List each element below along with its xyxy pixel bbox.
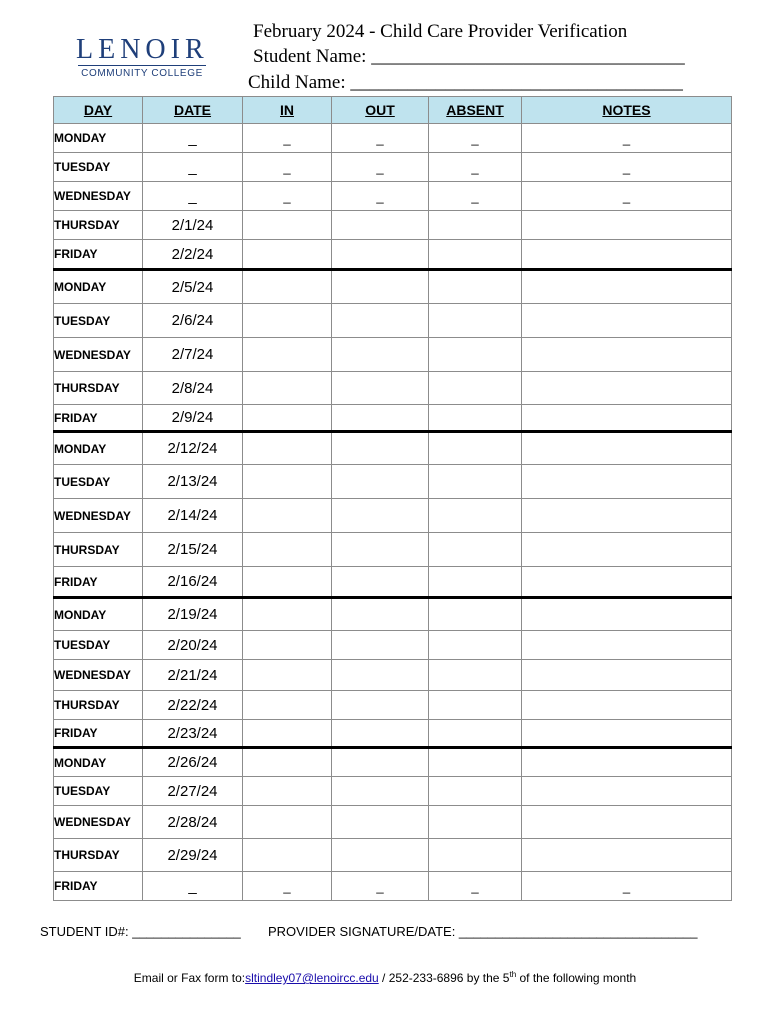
table-row xyxy=(54,660,732,691)
cell-day: THURSDAY xyxy=(54,372,143,405)
cell-absent[interactable] xyxy=(429,720,522,748)
fax-and-deadline: / 252-233-6896 by the 5 xyxy=(378,971,510,985)
cell-notes[interactable] xyxy=(522,211,732,240)
cell-day: WEDNESDAY xyxy=(54,182,143,211)
cell-day: THURSDAY xyxy=(54,211,143,240)
cell-in[interactable] xyxy=(243,691,332,720)
cell-in[interactable] xyxy=(243,631,332,660)
cell-day: TUESDAY xyxy=(54,153,143,182)
cell-date: 2/16/24 xyxy=(143,567,243,598)
cell-notes[interactable] xyxy=(522,499,732,533)
cell-out[interactable]: _ xyxy=(332,182,429,211)
cell-absent[interactable] xyxy=(429,270,522,304)
cell-in[interactable] xyxy=(243,598,332,631)
table-row xyxy=(54,806,732,839)
cell-in[interactable]: _ xyxy=(243,872,332,901)
table-row xyxy=(54,182,732,211)
cell-day: WEDNESDAY xyxy=(54,338,143,372)
cell-date: _ xyxy=(143,872,243,901)
cell-date: 2/1/24 xyxy=(143,211,243,240)
cell-absent[interactable] xyxy=(429,432,522,465)
cell-notes[interactable] xyxy=(522,806,732,839)
cell-date: 2/2/24 xyxy=(143,240,243,270)
cell-out[interactable] xyxy=(332,691,429,720)
cell-day: WEDNESDAY xyxy=(54,499,143,533)
table-row xyxy=(54,748,732,777)
cell-date: 2/28/24 xyxy=(143,806,243,839)
cell-absent[interactable] xyxy=(429,691,522,720)
cell-date: _ xyxy=(143,153,243,182)
form-title: February 2024 - Child Care Provider Verification xyxy=(253,21,628,42)
cell-absent[interactable] xyxy=(429,211,522,240)
cell-day: MONDAY xyxy=(54,748,143,777)
cell-in[interactable]: _ xyxy=(243,153,332,182)
cell-day: MONDAY xyxy=(54,124,143,153)
table-row xyxy=(54,465,732,499)
cell-date: 2/20/24 xyxy=(143,631,243,660)
cell-out[interactable] xyxy=(332,533,429,567)
cell-date: 2/5/24 xyxy=(143,270,243,304)
deadline-end: of the following month xyxy=(516,971,637,985)
cell-notes[interactable]: _ xyxy=(522,124,732,153)
cell-out[interactable] xyxy=(332,338,429,372)
table-row xyxy=(54,777,732,806)
cell-notes[interactable]: _ xyxy=(522,153,732,182)
cell-in[interactable] xyxy=(243,240,332,270)
cell-in[interactable] xyxy=(243,748,332,777)
table-row xyxy=(54,153,732,182)
cell-absent[interactable] xyxy=(429,533,522,567)
cell-in[interactable] xyxy=(243,270,332,304)
col-header-date: DATE xyxy=(143,97,243,124)
cell-day: MONDAY xyxy=(54,270,143,304)
cell-in[interactable] xyxy=(243,720,332,748)
cell-out[interactable]: _ xyxy=(332,872,429,901)
cell-notes[interactable] xyxy=(522,720,732,748)
cell-date: 2/6/24 xyxy=(143,304,243,338)
table-row xyxy=(54,124,732,153)
cell-in[interactable] xyxy=(243,839,332,872)
cell-out[interactable]: _ xyxy=(332,124,429,153)
cell-date: 2/22/24 xyxy=(143,691,243,720)
email-link[interactable]: sltindley07@lenoircc.edu xyxy=(245,971,379,985)
col-header-notes: NOTES xyxy=(522,97,732,124)
cell-day: FRIDAY xyxy=(54,720,143,748)
cell-in[interactable] xyxy=(243,304,332,338)
cell-notes[interactable] xyxy=(522,777,732,806)
cell-out[interactable] xyxy=(332,631,429,660)
cell-notes[interactable]: _ xyxy=(522,872,732,901)
cell-day: WEDNESDAY xyxy=(54,660,143,691)
cell-absent[interactable] xyxy=(429,660,522,691)
college-logo xyxy=(76,34,208,84)
cell-date: 2/27/24 xyxy=(143,777,243,806)
cell-absent[interactable]: _ xyxy=(429,153,522,182)
table-row xyxy=(54,499,732,533)
cell-absent[interactable]: _ xyxy=(429,872,522,901)
cell-absent[interactable] xyxy=(429,839,522,872)
cell-date: 2/29/24 xyxy=(143,839,243,872)
cell-absent[interactable] xyxy=(429,240,522,270)
cell-day: TUESDAY xyxy=(54,304,143,338)
cell-notes[interactable] xyxy=(522,432,732,465)
cell-in[interactable] xyxy=(243,806,332,839)
cell-absent[interactable]: _ xyxy=(429,124,522,153)
cell-out[interactable] xyxy=(332,777,429,806)
cell-date: 2/7/24 xyxy=(143,338,243,372)
cell-notes[interactable] xyxy=(522,338,732,372)
cell-in[interactable] xyxy=(243,405,332,432)
cell-day: TUESDAY xyxy=(54,631,143,660)
cell-absent[interactable] xyxy=(429,598,522,631)
cell-date: 2/23/24 xyxy=(143,720,243,748)
cell-out[interactable] xyxy=(332,660,429,691)
cell-date: 2/19/24 xyxy=(143,598,243,631)
cell-in[interactable] xyxy=(243,533,332,567)
table-row xyxy=(54,240,732,270)
table-row xyxy=(54,691,732,720)
cell-in[interactable] xyxy=(243,338,332,372)
logo-subtitle: COMMUNITY COLLEGE xyxy=(81,68,203,79)
cell-in[interactable]: _ xyxy=(243,124,332,153)
cell-absent[interactable]: _ xyxy=(429,182,522,211)
cell-notes[interactable] xyxy=(522,598,732,631)
cell-absent[interactable] xyxy=(429,405,522,432)
table-row xyxy=(54,720,732,748)
cell-notes[interactable] xyxy=(522,465,732,499)
cell-date: 2/14/24 xyxy=(143,499,243,533)
col-header-day: DAY xyxy=(54,97,143,124)
cell-absent[interactable] xyxy=(429,304,522,338)
cell-out[interactable] xyxy=(332,405,429,432)
cell-notes[interactable] xyxy=(522,372,732,405)
cell-out[interactable] xyxy=(332,567,429,598)
cell-out[interactable] xyxy=(332,806,429,839)
cell-out[interactable] xyxy=(332,372,429,405)
cell-notes[interactable] xyxy=(522,631,732,660)
cell-notes[interactable]: _ xyxy=(522,182,732,211)
cell-out[interactable] xyxy=(332,720,429,748)
cell-day: TUESDAY xyxy=(54,465,143,499)
cell-notes[interactable] xyxy=(522,405,732,432)
cell-out[interactable] xyxy=(332,748,429,777)
table-row xyxy=(54,304,732,338)
cell-out[interactable] xyxy=(332,432,429,465)
cell-notes[interactable] xyxy=(522,270,732,304)
cell-absent[interactable] xyxy=(429,777,522,806)
cell-out[interactable] xyxy=(332,598,429,631)
cell-date: _ xyxy=(143,124,243,153)
student-name-field[interactable]: Student Name: _________________________________ xyxy=(253,46,685,67)
table-row xyxy=(54,567,732,598)
table-row xyxy=(54,533,732,567)
table-row xyxy=(54,839,732,872)
table-row xyxy=(54,598,732,631)
attendance-table xyxy=(53,96,732,901)
table-row xyxy=(54,338,732,372)
cell-absent[interactable] xyxy=(429,499,522,533)
cell-in[interactable] xyxy=(243,567,332,598)
cell-out[interactable]: _ xyxy=(332,153,429,182)
provider-signature-field[interactable]: PROVIDER SIGNATURE/DATE: _________________________________ xyxy=(268,924,698,939)
cell-date: 2/13/24 xyxy=(143,465,243,499)
cell-notes[interactable] xyxy=(522,567,732,598)
cell-absent[interactable] xyxy=(429,631,522,660)
table-row xyxy=(54,211,732,240)
cell-day: FRIDAY xyxy=(54,567,143,598)
cell-day: WEDNESDAY xyxy=(54,806,143,839)
cell-in[interactable]: _ xyxy=(243,182,332,211)
cell-date: _ xyxy=(143,182,243,211)
cell-out[interactable] xyxy=(332,270,429,304)
cell-in[interactable] xyxy=(243,777,332,806)
cell-out[interactable] xyxy=(332,304,429,338)
cell-absent[interactable] xyxy=(429,338,522,372)
cell-out[interactable] xyxy=(332,499,429,533)
col-header-in: IN xyxy=(243,97,332,124)
student-id-field[interactable]: STUDENT ID#: _______________ xyxy=(40,924,241,939)
cell-absent[interactable] xyxy=(429,806,522,839)
col-header-out: OUT xyxy=(332,97,429,124)
cell-day: FRIDAY xyxy=(54,872,143,901)
cell-out[interactable] xyxy=(332,839,429,872)
cell-notes[interactable] xyxy=(522,691,732,720)
cell-out[interactable] xyxy=(332,240,429,270)
cell-day: MONDAY xyxy=(54,598,143,631)
cell-day: THURSDAY xyxy=(54,839,143,872)
cell-date: 2/12/24 xyxy=(143,432,243,465)
logo-name: LENOIR xyxy=(76,34,209,65)
email-prefix: Email or Fax form to: xyxy=(133,971,246,985)
cell-out[interactable] xyxy=(332,465,429,499)
table-row xyxy=(54,872,732,901)
cell-day: MONDAY xyxy=(54,432,143,465)
cell-date: 2/8/24 xyxy=(143,372,243,405)
cell-day: THURSDAY xyxy=(54,691,143,720)
cell-notes[interactable] xyxy=(522,748,732,777)
cell-in[interactable] xyxy=(243,372,332,405)
submission-instructions xyxy=(0,970,770,985)
cell-in[interactable] xyxy=(243,660,332,691)
cell-day: TUESDAY xyxy=(54,777,143,806)
cell-in[interactable] xyxy=(243,465,332,499)
table-row xyxy=(54,631,732,660)
logo-rule xyxy=(78,65,206,66)
cell-out[interactable] xyxy=(332,211,429,240)
table-header-row xyxy=(54,97,732,124)
ordinal-suffix: th xyxy=(509,970,517,979)
cell-absent[interactable] xyxy=(429,372,522,405)
cell-date: 2/21/24 xyxy=(143,660,243,691)
table-row xyxy=(54,432,732,465)
cell-notes[interactable] xyxy=(522,304,732,338)
cell-in[interactable] xyxy=(243,211,332,240)
cell-notes[interactable] xyxy=(522,240,732,270)
cell-notes[interactable] xyxy=(522,533,732,567)
col-header-absent: ABSENT xyxy=(429,97,522,124)
table-row xyxy=(54,270,732,304)
cell-date: 2/26/24 xyxy=(143,748,243,777)
cell-date: 2/15/24 xyxy=(143,533,243,567)
table-row xyxy=(54,405,732,432)
cell-day: FRIDAY xyxy=(54,240,143,270)
cell-in[interactable] xyxy=(243,432,332,465)
cell-date: 2/9/24 xyxy=(143,405,243,432)
cell-notes[interactable] xyxy=(522,839,732,872)
cell-in[interactable] xyxy=(243,499,332,533)
table-row xyxy=(54,372,732,405)
cell-absent[interactable] xyxy=(429,748,522,777)
cell-day: FRIDAY xyxy=(54,405,143,432)
child-name-field[interactable]: Child Name: ___________________________________ xyxy=(248,72,683,93)
cell-absent[interactable] xyxy=(429,567,522,598)
cell-notes[interactable] xyxy=(522,660,732,691)
cell-absent[interactable] xyxy=(429,465,522,499)
cell-day: THURSDAY xyxy=(54,533,143,567)
